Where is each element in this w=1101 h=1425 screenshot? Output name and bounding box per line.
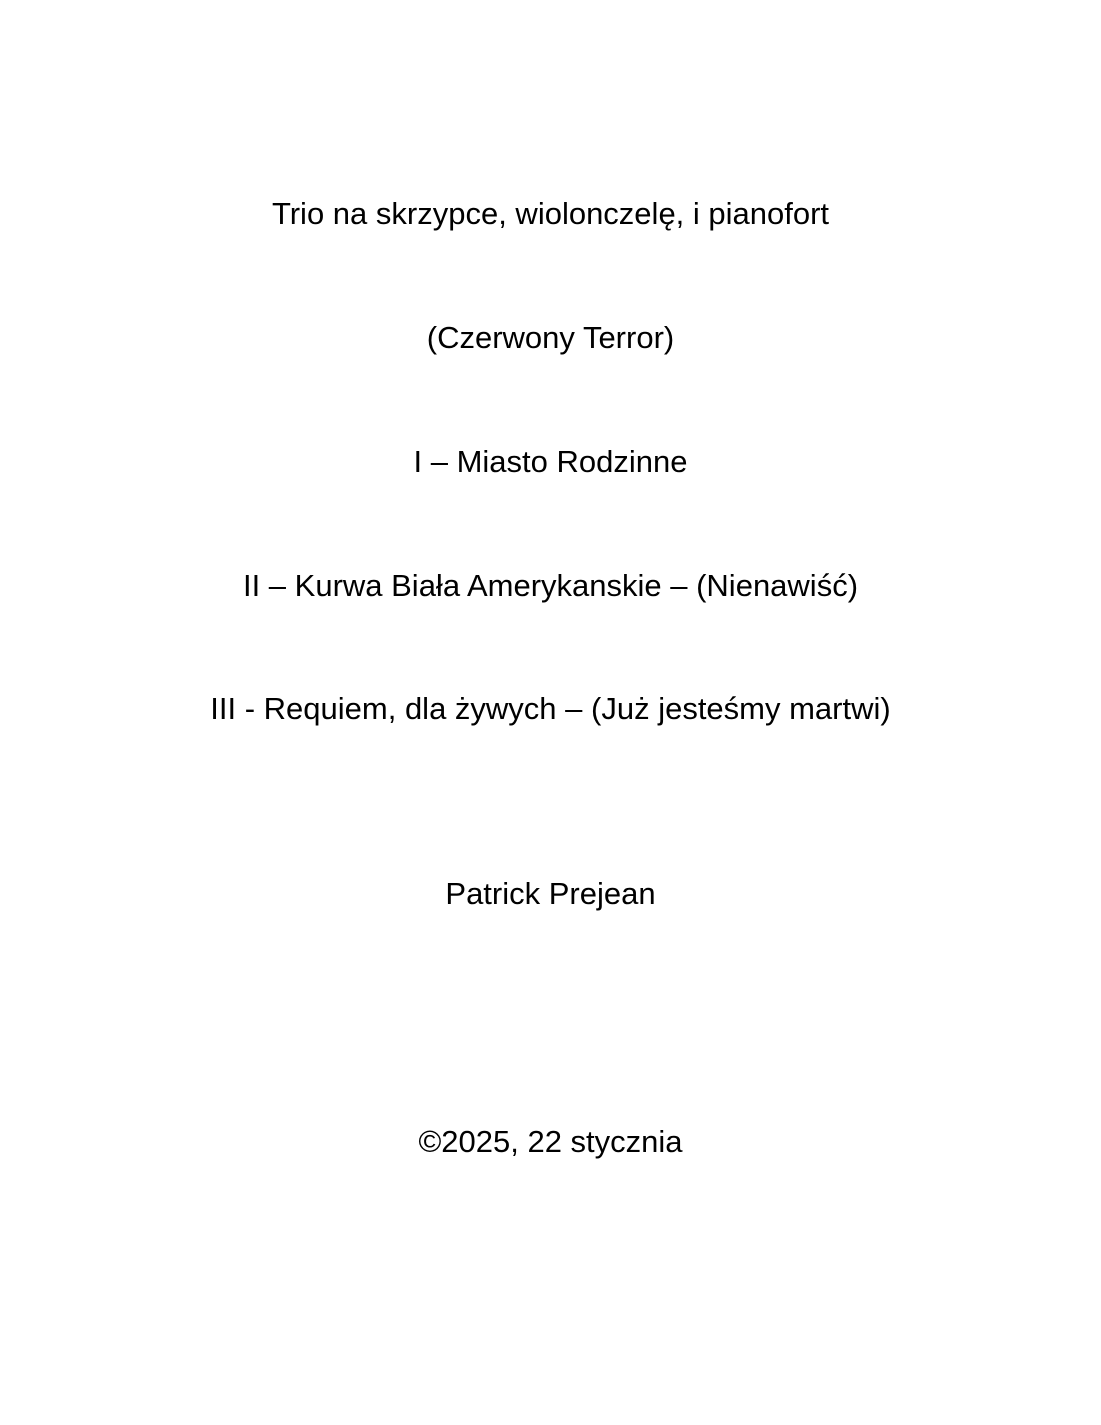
work-title: Trio na skrzypce, wiolonczelę, i pianofort	[271, 196, 830, 231]
movement-2: II – Kurwa Biała Amerykanskie – (Nienawiść)	[242, 568, 859, 603]
composer-name: Patrick Prejean	[445, 876, 656, 911]
copyright-notice: ©2025, 22 stycznia	[418, 1124, 683, 1159]
movement-3: III - Requiem, dla żywych – (Już jesteśmy martwi)	[210, 691, 891, 726]
work-subtitle: (Czerwony Terror)	[426, 320, 675, 355]
movement-1: I – Miasto Rodzinne	[413, 444, 688, 479]
